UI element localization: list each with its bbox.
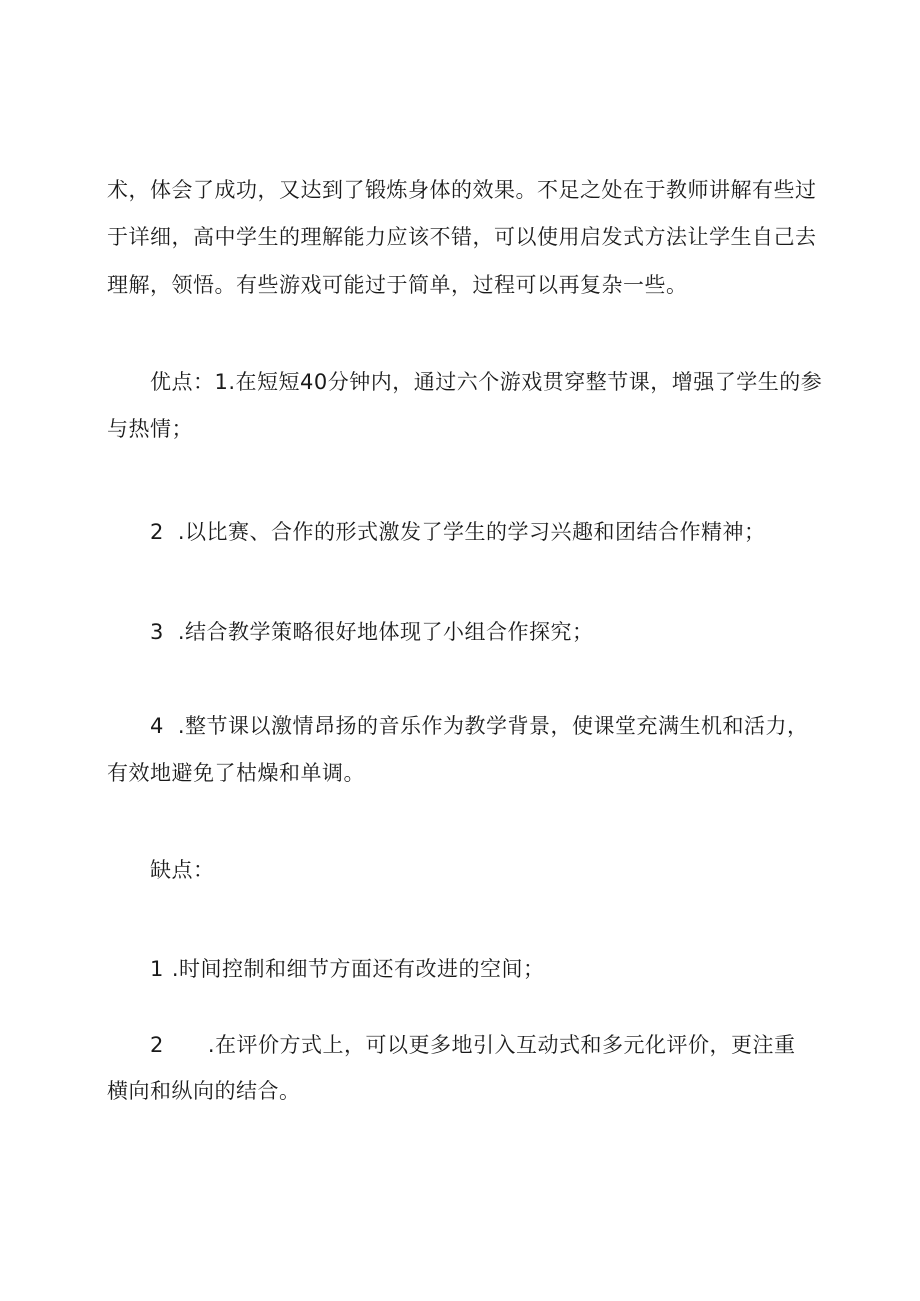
- advantage-item-2: [150, 518, 766, 546]
- intro-line-3: 理解，领悟。有些游戏可能过于简单，过程可以再复杂一些。: [107, 273, 688, 297]
- advantage-item-3-text: .结合教学策略很好地体现了小组合作探究；: [177, 620, 594, 644]
- disadvantages-heading: 缺点：: [150, 858, 215, 882]
- disadvantage-item-1-number: 1: [150, 957, 164, 981]
- disadvantage-item-2-text-line-2: 横向和纵向的结合。: [107, 1079, 301, 1103]
- disadvantage-item-2-text-line-1: .在评价方式上，可以更多地引入互动式和多元化评价，更注重: [207, 1033, 796, 1057]
- advantage-item-2-number: 2: [150, 520, 164, 544]
- disadvantage-item-2-number: 2: [150, 1033, 164, 1057]
- advantages-heading-line-1: 优点：1.在短短40分钟内，通过六个游戏贯穿整节课，增强了学生的参: [150, 370, 823, 394]
- intro-line-2: 于详细，高中学生的理解能力应该不错，可以使用启发式方法让学生自己去: [107, 225, 817, 249]
- advantage-item-4-number: 4: [150, 714, 164, 738]
- disadvantage-item-2: [150, 1031, 796, 1059]
- advantage-item-3-number: 3: [150, 620, 164, 644]
- intro-line-1: 术，体会了成功，又达到了锻炼身体的效果。不足之处在于教师讲解有些过: [107, 178, 817, 202]
- advantages-heading-line-2: 与热情；: [107, 417, 193, 441]
- advantage-item-4-text-line-1: .整节课以激情昂扬的音乐作为教学背景，使课堂充满生机和活力，: [177, 714, 809, 738]
- advantage-item-2-text: .以比赛、合作的形式激发了学生的学习兴趣和团结合作精神；: [177, 520, 766, 544]
- advantage-item-3: [150, 618, 594, 646]
- disadvantage-item-1-text: .时间控制和细节方面还有改进的空间；: [171, 957, 545, 981]
- disadvantage-item-1: [150, 955, 545, 983]
- advantage-item-4-text-line-2: 有效地避免了枯燥和单调。: [107, 761, 365, 785]
- advantage-item-4: [150, 712, 809, 740]
